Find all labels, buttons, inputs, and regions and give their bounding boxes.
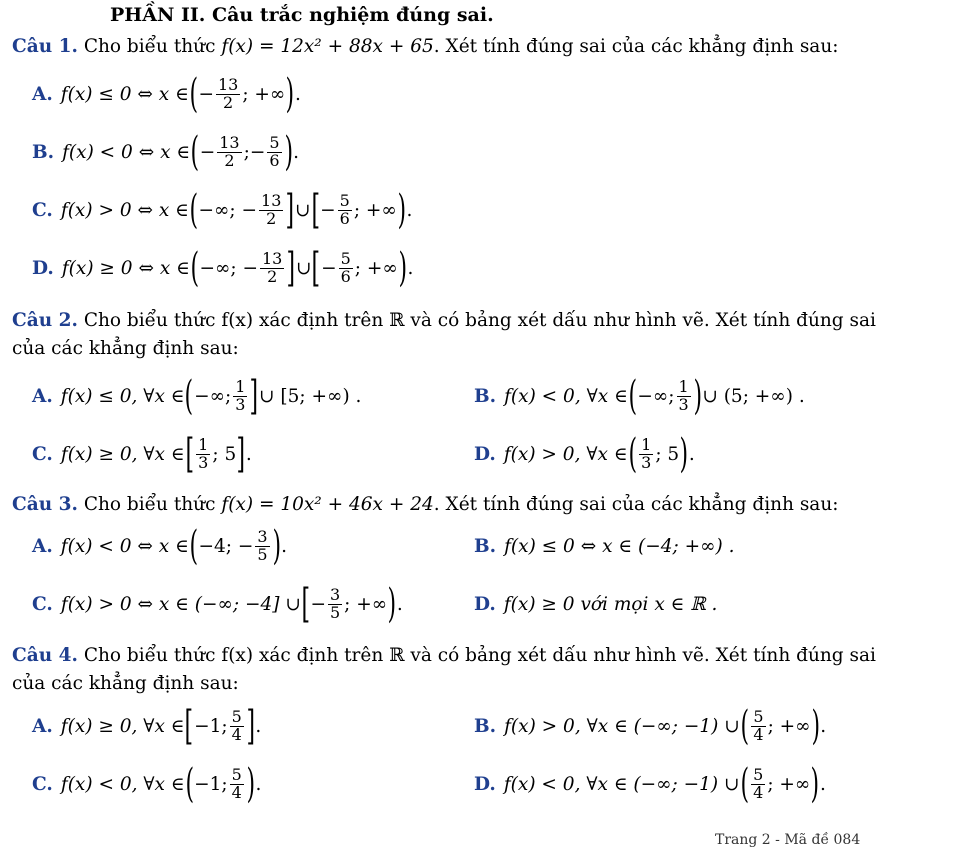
q1-option-c[interactable]: C. f(x) > 0 ⇔ x ∈ ( −∞; − $\frac{13}{2}$ ] ∪ [ − $\frac{5}{6}$ ; +∞ ) . — [32, 187, 413, 233]
page-footer: Trang 2 - Mã đề 084 — [715, 832, 861, 848]
q3-option-a[interactable]: A. f(x) < 0 ⇔ x ∈ ( −4; − $\frac{3}{5}$ ) . — [32, 523, 288, 569]
q4-option-c[interactable]: C. f(x) < 0, ∀x ∈ ( −1; $\frac{5}{4}$ ) . — [32, 761, 262, 807]
question-4-number: Câu 4. — [12, 645, 78, 666]
question-3-number: Câu 3. — [12, 494, 78, 515]
question-2-number: Câu 2. — [12, 310, 78, 331]
q2-option-c[interactable]: C. f(x) ≥ 0, ∀x ∈ [ $\frac{1}{3}$ ; 5 ] . — [32, 431, 252, 477]
question-1-number: Câu 1. — [12, 36, 78, 57]
q2-option-a[interactable]: A. f(x) ≤ 0, ∀x ∈ ( −∞; $\frac{1}{3}$ ] ∪ [5; +∞) . — [32, 373, 362, 419]
question-4-stem: Câu 4. Cho biểu thức f(x) xác định trên ℝ và có bảng xét dấu như hình vẽ. Xét tính đúng sai — [12, 645, 876, 666]
q3-option-d[interactable]: D. f(x) ≥ 0 với mọi x ∈ ℝ . — [474, 593, 718, 615]
q1-option-b[interactable]: B. f(x) < 0 ⇔ x ∈ ( − $\frac{13}{2}$ ; − $\frac{5}{6}$ ) . — [32, 129, 300, 175]
question-2-stem: Câu 2. Cho biểu thức f(x) xác định trên ℝ và có bảng xét dấu như hình vẽ. Xét tính đúng sai — [12, 310, 876, 331]
q1-option-d[interactable]: D. f(x) ≥ 0 ⇔ x ∈ ( −∞; − $\frac{13}{2}$ ] ∪ [ − $\frac{5}{6}$ ; +∞ ) . — [32, 245, 414, 291]
q3-option-c[interactable]: C. f(x) > 0 ⇔ x ∈ (−∞; −4] ∪ [ − $\frac{3}{5}$ ; +∞ ) . — [32, 581, 403, 627]
question-3-formula: f(x) = 10x² + 46x + 24 — [221, 494, 434, 515]
question-2-stem-line2: của các khẳng định sau: — [12, 338, 239, 359]
q4-option-a[interactable]: A. f(x) ≥ 0, ∀x ∈ [ −1; $\frac{5}{4}$ ] . — [32, 703, 262, 749]
question-4-stem-line2: của các khẳng định sau: — [12, 673, 239, 694]
q2-option-b[interactable]: B. f(x) < 0, ∀x ∈ ( −∞; $\frac{1}{3}$ ) ∪ (5; +∞) . — [474, 373, 805, 419]
question-3-stem: Câu 3. Cho biểu thức f(x) = 10x² + 46x + 24. Xét tính đúng sai của các khẳng định sau: — [12, 494, 839, 515]
question-1-stem: Câu 1. Cho biểu thức f(x) = 12x² + 88x + 65. Xét tính đúng sai của các khẳng định sau: — [12, 36, 839, 57]
part-title: PHẦN II. Câu trắc nghiệm đúng sai. — [110, 4, 494, 26]
q1-option-a[interactable]: A. f(x) ≤ 0 ⇔ x ∈ ( − $\frac{13}{2}$ ; +∞ ) . — [32, 71, 301, 117]
q3-option-b[interactable]: B. f(x) ≤ 0 ⇔ x ∈ (−4; +∞) . — [474, 535, 735, 557]
q2-option-d[interactable]: D. f(x) > 0, ∀x ∈ ( $\frac{1}{3}$ ; 5 ) . — [474, 431, 695, 477]
q4-option-d[interactable]: D. f(x) < 0, ∀x ∈ (−∞; −1) ∪ ( $\frac{5}{4}$ ; +∞ ) . — [474, 761, 826, 807]
q4-option-b[interactable]: B. f(x) > 0, ∀x ∈ (−∞; −1) ∪ ( $\frac{5}{4}$ ; +∞ ) . — [474, 703, 827, 749]
question-1-formula: f(x) = 12x² + 88x + 65 — [221, 36, 434, 57]
